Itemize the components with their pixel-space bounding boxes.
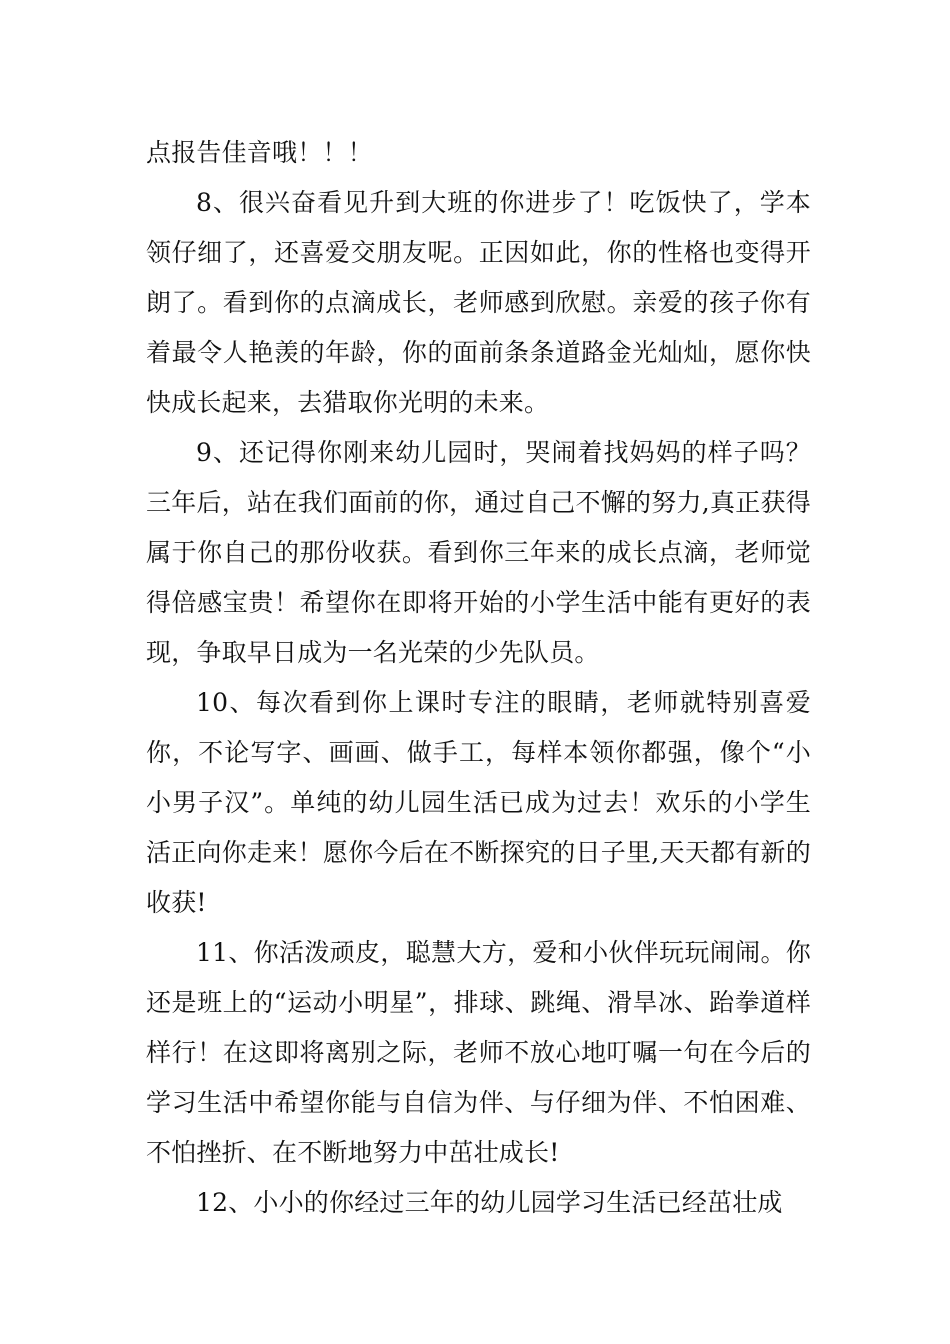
paragraph-item-9: 9、还记得你刚来幼儿园时，哭闹着找妈妈的样子吗？三年后，站在我们面前的你，通过自己不懈的努力,真正获得属于你自己的那份收获。看到你三年来的成长点滴，老师觉得倍感宝贵！希望你在即将开始的小学生活中能有更好的表现，争取早日成为一名光荣的少先队员。 <box>146 438 811 667</box>
paragraph-item-12: 12、小小的你经过三年的幼儿园学习生活已经茁壮成 <box>196 1188 783 1217</box>
paragraph-item-10: 10、每次看到你上课时专注的眼睛，老师就特别喜爱你，不论写字、画画、做手工，每样本领你都强，像个“小小男子汉”。单纯的幼儿园生活已成为过去！欢乐的小学生活正向你走来！愿你今后在不断探究的日子里,天天都有新的收获! <box>146 688 811 917</box>
paragraph-item-11: 11、你活泼顽皮，聪慧大方，爱和小伙伴玩玩闹闹。你还是班上的“运动小明星”，排球、跳绳、滑旱冰、跆拳道样样行！在这即将离别之际，老师不放心地叮嘱一句在今后的学习生活中希望你能与自信为伴、与仔细为伴、不怕困难、不怕挫折、在不断地努力中茁壮成长! <box>146 938 811 1167</box>
paragraph-item-8: 8、很兴奋看见升到大班的你进步了！吃饭快了，学本领仔细了，还喜爱交朋友呢。正因如此，你的性格也变得开朗了。看到你的点滴成长，老师感到欣慰。亲爱的孩子你有着最令人艳羡的年龄，你的面前条条道路金光灿灿，愿你快快成长起来，去猎取你光明的未来。 <box>146 188 811 417</box>
paragraph-continuation: 点报告佳音哦！！！ <box>146 138 373 167</box>
document-page <box>146 128 811 1228</box>
